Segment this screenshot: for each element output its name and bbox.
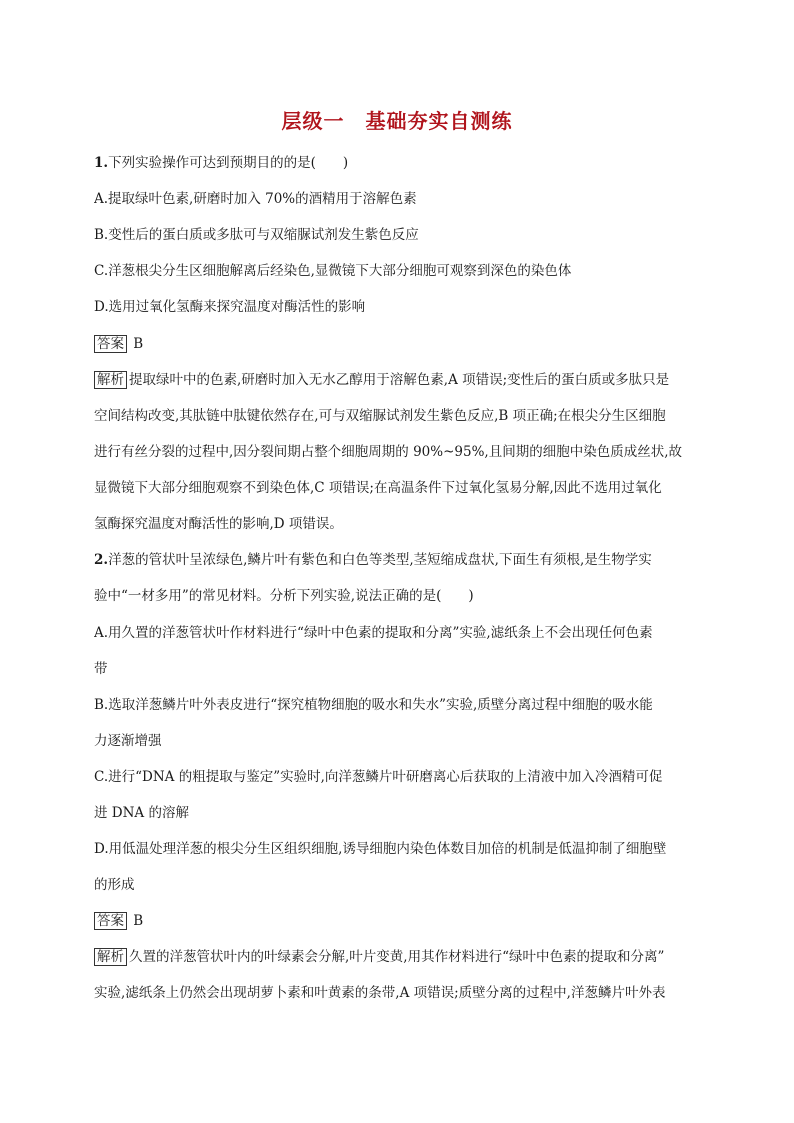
- question-1-analysis-line: 进行有丝分裂的过程中,因分裂间期占整个细胞周期的 90%~95%,且间期的细胞中染色质成丝状,故: [94, 444, 682, 460]
- analysis-tag: 解析: [94, 948, 127, 966]
- question-1-option-a: A.提取绿叶色素,研磨时加入 70%的酒精用于溶解色素: [94, 191, 417, 207]
- question-2-option-a: A.用久置的洋葱管状叶作材料进行“绿叶中色素的提取和分离”实验,滤纸条上不会出现任何色素: [94, 625, 653, 641]
- answer-tag: 答案: [94, 335, 127, 353]
- question-number: 1.: [94, 155, 109, 171]
- question-number: 2.: [94, 552, 109, 568]
- question-2-stem-line: 验中“一材多用”的常见材料。分析下列实验,说法正确的是( ): [94, 588, 474, 604]
- question-2-analysis-line: 解析 久置的洋葱管状叶内的叶绿素会分解,叶片变黄,用其作材料进行“绿叶中色素的提取和分离”: [94, 947, 714, 967]
- question-2-option-d: D.用低温处理洋葱的根尖分生区组织细胞,诱导细胞内染色体数目加倍的机制是低温抑制了细胞壁: [94, 841, 667, 857]
- question-2-stem: 2.洋葱的管状叶呈浓绿色,鳞片叶有紫色和白色等类型,茎短缩成盘状,下面生有须根,是生物学实: [94, 552, 652, 568]
- question-1-answer: 答案 B: [94, 334, 714, 354]
- question-2-option-c-cont: 进 DNA 的溶解: [94, 805, 189, 821]
- page-title: 层级一 基础夯实自测练: [281, 109, 513, 133]
- question-1-option-d: D.选用过氧化氢酶来探究温度对酶活性的影响: [94, 299, 366, 315]
- question-1-option-c: C.洋葱根尖分生区细胞解离后经染色,显微镜下大部分细胞可观察到深色的染色体: [94, 263, 572, 279]
- question-1-analysis-line: 空间结构改变,其肽链中肽键依然存在,可与双缩脲试剂发生紫色反应,B 项正确;在根尖分生区细胞: [94, 408, 666, 424]
- question-2-option-a-cont: 带: [94, 661, 108, 677]
- question-2-analysis-line: 实验,滤纸条上仍然会出现胡萝卜素和叶黄素的条带,A 项错误;质壁分离的过程中,洋葱鳞片叶外表: [94, 985, 666, 1001]
- question-1-stem: 1.下列实验操作可达到预期目的的是( ): [94, 155, 349, 171]
- question-1-analysis-line: 解析 提取绿叶中的色素,研磨时加入无水乙醇用于溶解色素,A 项错误;变性后的蛋白质或多肽只是: [94, 370, 714, 390]
- question-2-option-c: C.进行“DNA 的粗提取与鉴定”实验时,向洋葱鳞片叶研磨离心后获取的上清液中加入冷酒精可促: [94, 769, 663, 785]
- question-1-option-b: B.变性后的蛋白质或多肽可与双缩脲试剂发生紫色反应: [94, 227, 419, 243]
- question-2-answer: 答案 B: [94, 911, 714, 931]
- question-2-option-b: B.选取洋葱鳞片叶外表皮进行“探究植物细胞的吸水和失水”实验,质壁分离过程中细胞的吸水能: [94, 697, 653, 713]
- answer-tag: 答案: [94, 912, 127, 930]
- question-1-analysis-line: 显微镜下大部分细胞观察不到染色体,C 项错误;在高温条件下过氧化氢易分解,因此不选用过氧化: [94, 480, 662, 496]
- analysis-tag: 解析: [94, 371, 127, 389]
- question-2-option-d-cont: 的形成: [94, 877, 135, 893]
- question-1-analysis-line: 氢酶探究温度对酶活性的影响,D 项错误。: [94, 516, 343, 532]
- question-2-option-b-cont: 力逐渐增强: [94, 733, 162, 749]
